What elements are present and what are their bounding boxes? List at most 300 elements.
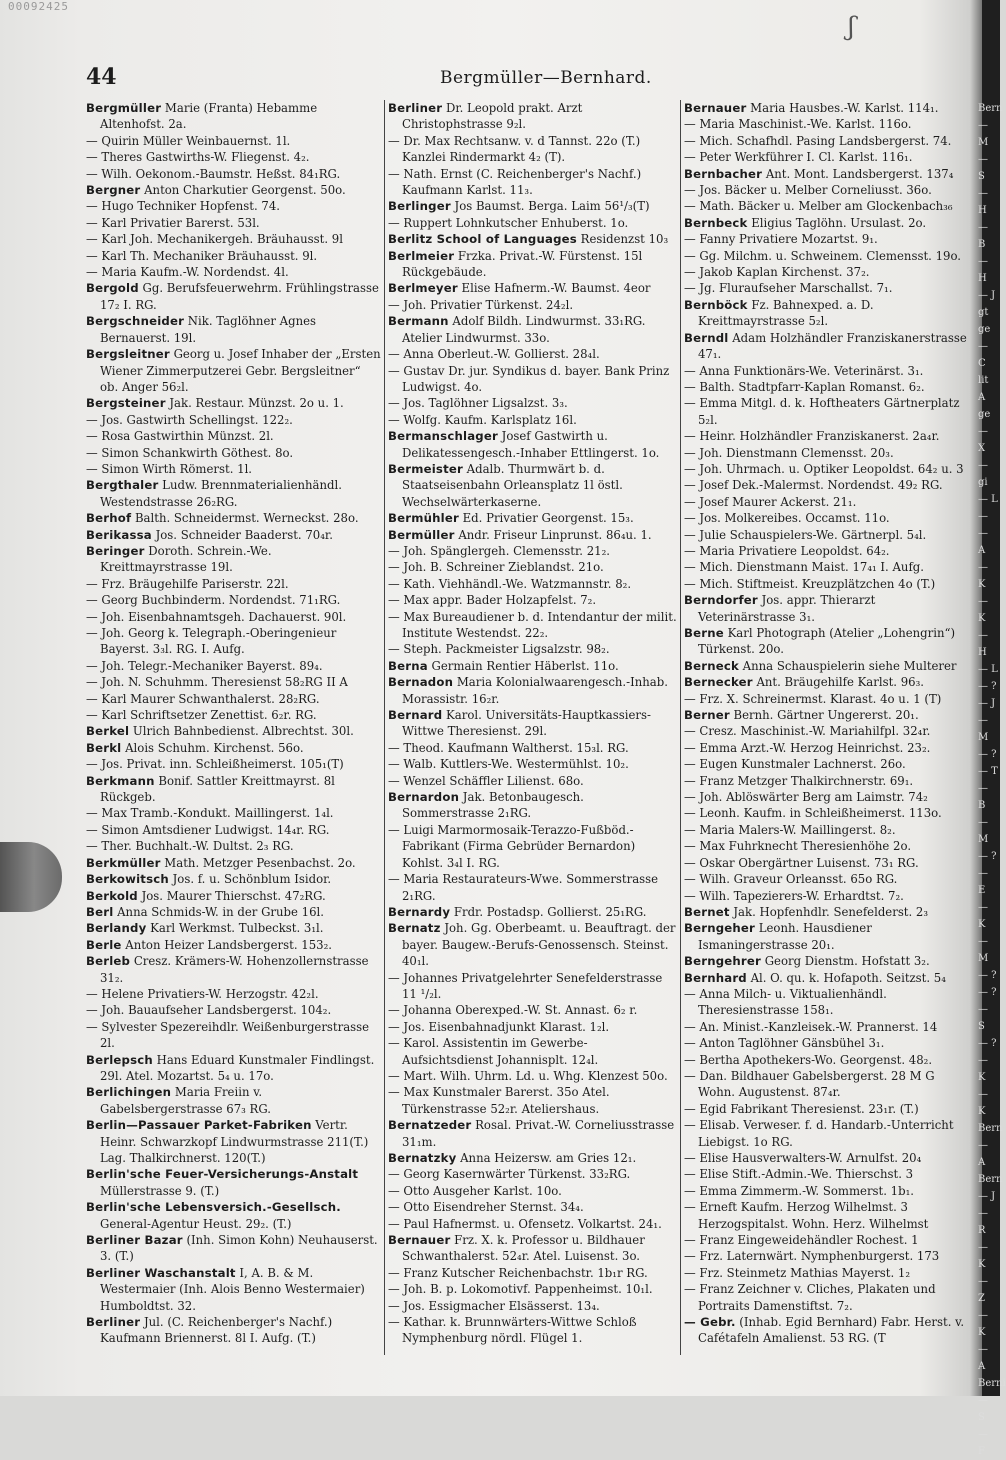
directory-entry xyxy=(388,198,678,214)
directory-entry xyxy=(388,674,678,707)
entry-text: Elise Hafnerm.-W. Baumst. 4eor xyxy=(457,281,651,296)
entry-surname: Bernatzky xyxy=(388,1151,457,1165)
entry-text: Anton Charkutier Georgenst. 50o. xyxy=(140,183,346,198)
entry-text: Frz. X. k. Professor u. Bildhauer Schwanthalerst. 52₄r. Atel. Luisenst. 3o. xyxy=(402,1233,645,1264)
directory-entry xyxy=(388,740,678,756)
directory-entry xyxy=(684,1232,974,1248)
entry-text: — Karl Maurer Schwanthalerst. 28₂RG. xyxy=(86,691,320,706)
directory-entry xyxy=(388,592,678,608)
directory-entry xyxy=(388,428,678,461)
entry-text: — Theres Gastwirths-W. Fliegenst. 4₂. xyxy=(86,150,310,165)
directory-entry xyxy=(86,1232,382,1265)
directory-entry xyxy=(388,871,678,904)
entry-text: — Joh. B. p. Lokomotivf. Pappenheimst. 10₁l. xyxy=(388,1282,653,1297)
margin-fragment: — S xyxy=(978,154,988,182)
directory-entry xyxy=(388,1084,678,1117)
entry-surname: Berleb xyxy=(86,954,131,969)
entry-text: Dr. Leopold prakt. Arzt Christophstrasse 9₂l. xyxy=(402,101,583,132)
directory-entry xyxy=(86,740,382,756)
entry-text: — Joh. Georg k. Telegraph.-Oberingenieur Bayerst. 3₃l. RG. I. Aufg. xyxy=(86,626,337,657)
entry-text: Ed. Privatier Georgenst. 15₃. xyxy=(458,511,634,526)
directory-entry xyxy=(684,477,974,493)
entry-text: — Jg. Fluraufseher Marschallst. 7₁. xyxy=(684,281,893,296)
entry-text: Karol. Universitäts-Hauptkassiers-Wittwe Theresienst. 29l. xyxy=(402,708,651,739)
directory-entry xyxy=(684,740,974,756)
entry-text: — Quirin Müller Weinbauernst. 1l. xyxy=(86,133,291,148)
margin-fragment: — K xyxy=(978,562,988,590)
entry-text: — Maria Malers-W. Maillingerst. 8₂. xyxy=(684,822,896,837)
entry-text: — Max Kunstmaler Barerst. 35o Atel. Türkenstrasse 52₂r. Ateliershaus. xyxy=(388,1085,610,1116)
directory-entry xyxy=(684,658,974,674)
directory-entry xyxy=(86,822,382,838)
entry-text: — Dr. Max Rechtsanw. v. d Tannst. 22o (T.) Kanzlei Rindermarkt 4₂ (T). xyxy=(388,133,641,165)
entry-surname: Bergsteiner xyxy=(86,396,166,411)
entry-text: — Karl Joh. Mechanikergeh. Bräuhausst. 9l xyxy=(86,232,343,247)
directory-entry xyxy=(86,346,382,395)
margin-fragment: — J xyxy=(978,698,996,709)
entry-text: Müllerstrasse 9. (T.) xyxy=(100,1183,220,1198)
entry-text: — Mich. Dienstmann Maist. 17₄₁ I. Aufg. xyxy=(684,560,924,575)
directory-entry xyxy=(388,133,678,166)
directory-entry xyxy=(86,280,382,313)
entry-text: Georg u. Josef Inhaber der „Ersten Wiener Zimmerputzerei Gebr. Bergsleitner“ ob. Anger 56₂l. xyxy=(100,347,381,394)
entry-text: — Nath. Ernst (C. Reichenberger's Nachf.) Kaufmann Karlst. 11₃. xyxy=(388,166,642,198)
margin-fragment: — E xyxy=(978,868,988,896)
entry-text: — Karol. Assistentin im Gewerbe-Aufsichtsdienst Johannisplt. 12₄l. xyxy=(388,1036,599,1067)
margin-fragment: Bern xyxy=(978,1123,1003,1134)
column-1 xyxy=(86,100,382,1347)
entry-text: — Joh. Uhrmach. u. Optiker Leopoldst. 64₂ u. 3 xyxy=(684,461,964,476)
entry-surname: Bernadon xyxy=(388,675,454,690)
directory-entry xyxy=(388,904,678,920)
directory-entry xyxy=(388,970,678,1003)
directory-entry xyxy=(684,363,974,379)
entry-text: — Joh. Telegr.-Mechaniker Bayerst. 89₄. xyxy=(86,658,323,673)
entry-text: — Elise Hausverwalters-W. Arnulfst. 20₄ xyxy=(684,1151,922,1165)
entry-text: Rosal. Privat.-W. Corneliusstrasse 31₁m. xyxy=(402,1118,675,1149)
directory-entry xyxy=(86,953,382,986)
directory-entry xyxy=(388,231,678,247)
margin-fragment: — F xyxy=(978,1429,988,1457)
margin-fragment: — K xyxy=(978,1310,988,1338)
entry-text: Jos. f. u. Schönblum Isidor. xyxy=(168,872,332,887)
entry-text: — Balth. Stadtpfarr-Kaplan Romanst. 6₂. xyxy=(684,379,925,394)
entry-text: — Max Tramb.-Kondukt. Maillingerst. 1₄l. xyxy=(86,806,334,821)
entry-text: — Wenzel Schäffler Lilienst. 68o. xyxy=(388,773,584,788)
directory-entry xyxy=(684,297,974,330)
entry-text: Karl Werkmst. Tulbeckst. 3₁l. xyxy=(146,921,324,936)
entry-text: — Emma Arzt.-W. Herzog Heinrichst. 23₂. xyxy=(684,740,931,755)
entry-text: — Heinr. Holzhändler Franziskanerst. 2a₄r. xyxy=(684,429,940,444)
entry-text: Frzka. Privat.-W. Fürstenst. 15l Rückgebäude. xyxy=(402,248,643,280)
directory-entry xyxy=(684,182,974,198)
directory-entry xyxy=(684,592,974,625)
directory-entry xyxy=(86,707,382,723)
entry-text: Anna Schmids-W. in der Grube 16l. xyxy=(113,904,324,919)
entry-text: — Joh. Spänglergeh. Clemensstr. 21₂. xyxy=(388,543,610,558)
entry-surname: Bermann xyxy=(388,314,449,329)
directory-entry xyxy=(388,100,678,133)
directory-entry xyxy=(684,1101,974,1117)
margin-fragment: — ? xyxy=(978,970,997,981)
entry-text: — Joh. Bauaufseher Landsbergerst. 104₂. xyxy=(86,1003,332,1018)
directory-entry xyxy=(86,756,382,772)
column-rule xyxy=(384,100,385,1355)
entry-surname: Berliner xyxy=(388,101,443,115)
entry-text: — Erneft Kaufm. Herzog Wilhelmst. 3 Herzogspitalst. Wohn. Herz. Wilhelmst xyxy=(684,1200,929,1231)
entry-text: — Ruppert Lohnkutscher Enhuberst. 1o. xyxy=(388,215,629,230)
entry-text: — Egid Fabrikant Theresienst. 23₁r. (T.) xyxy=(684,1101,919,1116)
entry-surname: Berndl xyxy=(684,330,729,345)
directory-entry xyxy=(684,855,974,871)
directory-entry xyxy=(684,1052,974,1068)
directory-entry xyxy=(86,166,382,182)
directory-entry xyxy=(684,1199,974,1232)
entry-text: Ant. Bräugehilfe Karlst. 96₃. xyxy=(752,675,924,690)
directory-entry xyxy=(388,641,678,657)
margin-fragment: — S xyxy=(978,1004,988,1032)
margin-fragment: — R xyxy=(978,1208,988,1236)
entry-text: — Mich. Schafhdl. Pasing Landsbergerst. 74. xyxy=(684,133,952,148)
directory-entry xyxy=(86,871,382,887)
directory-entry xyxy=(388,658,678,674)
directory-entry xyxy=(388,543,678,559)
page-number: 44 xyxy=(86,64,117,90)
entry-text: Vertr. Heinr. Schwarzkopf Lindwurmstrasse 211(T.) Lag. Thalkirchnerst. 120(T.) xyxy=(100,1118,369,1165)
directory-entry xyxy=(388,1298,678,1314)
entry-text: — Maria Restaurateurs-Wwe. Sommerstrasse 2₁RG. xyxy=(388,872,659,903)
directory-entry xyxy=(684,428,974,444)
entry-text: — Joh. Privatier Türkenst. 24₂l. xyxy=(388,297,574,312)
directory-entry xyxy=(684,559,974,575)
entry-surname: Berkl xyxy=(86,740,122,755)
entry-text: — Luigi Marmormosaik-Terazzo-Fußböd.-Fabrikant (Firma Gebrüder Bernardon) Kohlst. 3₄l I. RG. xyxy=(388,822,636,870)
directory-entry xyxy=(388,707,678,740)
entry-surname: Bernböck xyxy=(684,297,748,312)
entry-text: — Jos. Gastwirth Schellingst. 122₂. xyxy=(86,412,293,427)
directory-entry xyxy=(684,231,974,247)
binder-clip xyxy=(0,842,62,912)
entry-text: — Otto Ausgeher Karlst. 10o. xyxy=(388,1183,562,1198)
entry-text: — Jos. Bäcker u. Melber Corneliusst. 36o. xyxy=(684,183,932,198)
directory-entry xyxy=(86,838,382,854)
entry-surname: Berngehrer xyxy=(684,954,761,969)
entry-surname: Berner xyxy=(684,708,730,723)
directory-entry xyxy=(388,248,678,281)
entry-text: Karl Photograph (Atelier „Lohengrin“) Türkenst. 20o. xyxy=(698,626,956,657)
directory-entry xyxy=(684,494,974,510)
entry-surname: Berngeher xyxy=(684,921,756,936)
entry-text: Leonh. Hausdiener Ismaningerstrasse 20₁. xyxy=(698,921,872,952)
entry-text: — Paul Hafnermst. u. Ofensetz. Volkartst. 24₁. xyxy=(388,1216,662,1231)
entry-text: — Wolfg. Kaufm. Karlsplatz 16l. xyxy=(388,412,577,427)
entry-text: — Peter Werkführer I. Cl. Karlst. 116₁. xyxy=(684,150,913,165)
entry-text: — Leonh. Kaufm. in Schleißheimerst. 113o. xyxy=(684,806,942,821)
margin-fragment: Bern xyxy=(978,1174,1003,1185)
entry-text: — Max Bureaudiener b. d. Intendantur der milit. Institute Westendst. 22₂. xyxy=(388,609,677,640)
margin-fragment: — K xyxy=(978,902,988,930)
entry-text: — Karl Th. Mechaniker Bräuhausst. 9l. xyxy=(86,248,318,263)
entry-text: — Maria Privatiere Leopoldst. 64₂. xyxy=(684,543,890,558)
directory-entry xyxy=(684,264,974,280)
entry-text: Residenzst 10₃ xyxy=(576,232,669,247)
directory-entry xyxy=(684,1117,974,1150)
margin-fragment: — B xyxy=(978,222,988,250)
entry-surname: Beringer xyxy=(86,543,145,558)
entry-text: Math. Metzger Pesenbachst. 2o. xyxy=(160,855,356,870)
directory-entry xyxy=(388,510,678,526)
adjacent-page-margin xyxy=(978,100,1006,1460)
directory-entry xyxy=(684,1248,974,1264)
entry-surname: Berle xyxy=(86,937,122,952)
entry-text: — Emma Mitgl. d. k. Hoftheaters Gärtnerplatz 5₂l. xyxy=(684,396,960,427)
entry-text: Maria Freiin v. Gabelsbergerstrasse 67₃ RG. xyxy=(100,1085,271,1116)
entry-text: — Simon Wirth Römerst. 1l. xyxy=(86,461,253,476)
entry-text: — Johannes Privatgelehrter Senefelderstrasse 11 ¹/₂l. xyxy=(388,970,663,1001)
directory-entry xyxy=(684,510,974,526)
entry-text: — Kath. Viehhändl.-We. Watzmannstr. 8₂. xyxy=(388,576,632,591)
directory-entry xyxy=(86,937,382,953)
ink-mark: ʃ xyxy=(845,11,858,43)
directory-entry xyxy=(684,723,974,739)
directory-entry xyxy=(86,149,382,165)
directory-entry xyxy=(388,280,678,296)
directory-entry xyxy=(86,510,382,526)
entry-text: General-Agentur Heust. 29₂. (T.) xyxy=(100,1216,292,1231)
directory-entry xyxy=(684,1068,974,1101)
entry-text: — Sylvester Spezereihdlr. Weißenburgerstrasse 2l. xyxy=(86,1019,370,1051)
directory-entry xyxy=(388,1068,678,1084)
entry-text: — Anton Taglöhner Gänsbühel 3₁. xyxy=(684,1036,885,1051)
directory-entry xyxy=(388,1019,678,1035)
margin-fragment: — K xyxy=(978,1242,988,1270)
entry-text: Adolf Bildh. Lindwurmst. 33₁RG. Atelier Lindwurmst. 33o. xyxy=(402,314,646,345)
entry-text: Andr. Friseur Linprunst. 86₄u. 1. xyxy=(454,527,652,542)
entry-text: Hans Eduard Kunstmaler Findlingst. 29l. Atel. Mozartst. 5₄ u. 17o. xyxy=(100,1052,375,1083)
directory-entry xyxy=(86,1166,382,1199)
entry-text: — Frz. X. Schreinermst. Klarast. 4o u. 1 (T) xyxy=(684,691,942,706)
entry-text: — Theod. Kaufmann Waltherst. 15₃l. RG. xyxy=(388,740,629,755)
margin-fragment: — M xyxy=(978,715,989,743)
entry-text: — Max Fuhrknecht Theresienhöhe 2o. xyxy=(684,839,912,854)
margin-fragment: — xyxy=(978,511,988,522)
entry-surname: Berlandy xyxy=(86,921,147,936)
entry-surname: Berkmann xyxy=(86,773,155,788)
directory-entry xyxy=(86,428,382,444)
margin-fragment: — S xyxy=(978,1395,988,1423)
margin-fragment: Berni xyxy=(978,1378,1006,1389)
entry-text: — Eugen Kunstmaler Lachnerst. 26o. xyxy=(684,757,906,772)
entry-text: Jos Baumst. Berga. Laim 56¹/₃(T) xyxy=(450,199,650,214)
margin-fragment: — H xyxy=(978,630,988,658)
directory-entry xyxy=(86,1199,382,1232)
column-2 xyxy=(388,100,678,1347)
directory-entry xyxy=(684,1314,974,1347)
entry-text: — Jos. Molkereibes. Occamst. 11o. xyxy=(684,511,890,526)
directory-entry xyxy=(684,215,974,231)
directory-entry xyxy=(684,116,974,132)
margin-fragment: gi xyxy=(978,477,988,488)
entry-text: — Mart. Wilh. Uhrm. Ld. u. Whg. Klenzest 50o. xyxy=(388,1068,668,1083)
margin-fragment: — H xyxy=(978,256,988,284)
margin-fragment: — M xyxy=(978,120,989,148)
entry-text: Bonif. Sattler Kreittmayrst. 8l Rückgeb. xyxy=(100,773,335,805)
entry-text: — Simon Schankwirth Göthest. 8o. xyxy=(86,445,294,460)
directory-entry xyxy=(86,445,382,461)
entry-text: Georg Dienstm. Hofstatt 3₂. xyxy=(761,954,930,969)
directory-entry xyxy=(388,756,678,772)
entry-text: — Jakob Kaplan Kirchenst. 37₂. xyxy=(684,265,870,280)
directory-entry xyxy=(86,888,382,904)
directory-entry xyxy=(684,789,974,805)
directory-entry xyxy=(388,363,678,396)
entry-text: — Jos. Privat. inn. Schleißheimerst. 105₁(T) xyxy=(86,757,344,772)
directory-entry xyxy=(86,855,382,871)
entry-text: — Karl Privatier Barerst. 53l. xyxy=(86,215,260,230)
entry-text: Ant. Mont. Landsbergerst. 137₄ xyxy=(762,166,954,181)
entry-text: — Franz Kutscher Reichenbachstr. 1b₁r RG. xyxy=(388,1265,648,1280)
entry-surname: Berlin'sche Feuer-Versicherungs-Anstalt xyxy=(86,1167,359,1182)
entry-text: Frdr. Postadsp. Gollierst. 25₁RG. xyxy=(450,904,647,919)
directory-entry xyxy=(86,461,382,477)
entry-text: Joh. Gg. Oberbeamt. u. Beauftragt. der bayer. Baugew.-Berufs-Genossensch. Steinst. 40₁l. xyxy=(402,921,676,969)
entry-text: Nik. Taglöhner Agnes Bernauerst. 19l. xyxy=(100,314,317,345)
directory-entry xyxy=(684,461,974,477)
margin-fragment: — ? xyxy=(978,851,997,862)
directory-entry xyxy=(86,231,382,247)
entry-text: Anna Schauspielerin siehe Multerer xyxy=(738,658,957,673)
directory-entry xyxy=(86,592,382,608)
directory-entry xyxy=(388,1183,678,1199)
directory-entry xyxy=(388,1265,678,1281)
directory-entry xyxy=(86,904,382,920)
directory-entry xyxy=(684,1035,974,1051)
entry-text: — Frz. Laternwärt. Nymphenburgerst. 173 xyxy=(684,1249,940,1264)
directory-entry xyxy=(86,1019,382,1052)
entry-text: — Wilh. Tapezierers-W. Erhardtst. 7₂. xyxy=(684,888,904,903)
margin-fragment: — ? xyxy=(978,987,997,998)
entry-text: Ulrich Bahnbedienst. Albrechtst. 30l. xyxy=(129,724,354,739)
entry-text: Gg. Berufsfeuerwehrm. Frühlingstrasse 17₂ I. RG. xyxy=(100,281,379,312)
entry-surname: Berlmeier xyxy=(388,248,455,263)
directory-entry xyxy=(684,330,974,363)
entry-surname: Bernardy xyxy=(388,904,451,919)
entry-surname: Bernard xyxy=(388,708,443,723)
directory-entry xyxy=(684,1166,974,1182)
entry-surname: Bernatzeder xyxy=(388,1118,472,1133)
entry-surname: Bergschneider xyxy=(86,314,185,329)
entry-text: — Joh. Dienstmann Clemensst. 20₃. xyxy=(684,445,894,460)
directory-entry xyxy=(86,723,382,739)
directory-entry xyxy=(86,609,382,625)
entry-text: — Dan. Bildhauer Gabelsbergerst. 28 M G Wohn. Augustenst. 87₄r. xyxy=(684,1068,935,1100)
directory-entry xyxy=(388,297,678,313)
directory-entry xyxy=(684,1281,974,1314)
directory-entry xyxy=(684,822,974,838)
entry-text: — Otto Eisendreher Sternst. 34₄. xyxy=(388,1200,584,1215)
directory-entry xyxy=(684,838,974,854)
directory-entry xyxy=(684,970,974,986)
entry-text: Jak. Hopfenhdlr. Senefelderst. 2₃ xyxy=(729,904,929,919)
entry-surname: Bernhard xyxy=(684,970,747,985)
entry-surname: Bermüller xyxy=(388,527,455,542)
directory-entry xyxy=(86,182,382,198)
directory-entry xyxy=(86,1117,382,1166)
directory-entry xyxy=(684,280,974,296)
entry-text: — Jos. Eisenbahnadjunkt Klarast. 1₂l. xyxy=(388,1019,610,1034)
margin-fragment: lit xyxy=(978,375,989,386)
directory-entry xyxy=(684,445,974,461)
entry-text: Maria Hausbes.-W. Karlst. 114₁. xyxy=(746,101,939,115)
directory-entry xyxy=(86,248,382,264)
entry-surname: Bernardon xyxy=(388,790,460,805)
scan-id: 00092425 xyxy=(8,0,69,13)
entry-text: Jak. Restaur. Münzst. 2o u. 1. xyxy=(165,396,344,411)
entry-surname: Bernauer xyxy=(388,1233,451,1248)
entry-text: — Walb. Kuttlers-We. Westermühlst. 10₂. xyxy=(388,757,629,772)
entry-text: — Joh. B. Schreiner Zieblandst. 21o. xyxy=(388,560,604,575)
directory-entry xyxy=(86,198,382,214)
directory-entry xyxy=(684,576,974,592)
entry-text: (Inh. Simon Kohn) Neuhauserst. 3. (T.) xyxy=(100,1233,378,1264)
margin-fragment: — L xyxy=(978,494,998,505)
directory-entry xyxy=(388,1166,678,1182)
entry-text: — Joh. N. Schuhmm. Theresienst 58₂RG II A xyxy=(86,675,348,690)
margin-fragment: — J xyxy=(978,290,996,301)
directory-entry xyxy=(388,1150,678,1166)
entry-text: — Jos. Taglöhner Ligsalzst. 3₃. xyxy=(388,396,568,411)
entry-surname: Bergthaler xyxy=(86,478,159,493)
directory-entry xyxy=(86,674,382,690)
directory-entry xyxy=(388,461,678,510)
margin-fragment: — K xyxy=(978,1089,988,1117)
directory-entry xyxy=(684,674,974,690)
directory-entry xyxy=(684,871,974,887)
entry-text: Maria Kolonialwaarengesch.-Inhab. Morassistr. 16₂r. xyxy=(402,675,668,706)
entry-surname: Bermühler xyxy=(388,511,459,526)
entry-text: Germain Rentier Häberlst. 11o. xyxy=(427,658,619,673)
entry-text: — Steph. Packmeister Ligsalzstr. 98₂. xyxy=(388,642,610,657)
directory-entry xyxy=(684,986,974,1019)
directory-entry xyxy=(388,527,678,543)
directory-entry xyxy=(86,100,382,133)
margin-fragment: — B xyxy=(978,783,988,811)
entry-text: — Elisab. Verweser. f. d. Handarb.-Unterricht Liebigst. 1o RG. xyxy=(684,1118,954,1149)
entry-text: — Emma Zimmerm.-W. Sommerst. 1b₁. xyxy=(684,1183,914,1198)
margin-fragment: — A xyxy=(978,1140,988,1168)
entry-surname: Berndorfer xyxy=(684,593,758,608)
entry-text: — Georg Kasernwärter Türkenst. 33₂RG. xyxy=(388,1167,631,1182)
directory-entry xyxy=(388,1199,678,1215)
entry-text: — Cresz. Maschinist.-W. Mariahilfpl. 32₄r. xyxy=(684,724,931,739)
entry-text: Anton Heizer Landsbergerst. 153₂. xyxy=(121,937,332,952)
entry-text: — Kathar. k. Brunnwärters-Wittwe Schloß Nymphenburg nördl. Flügel 1. xyxy=(388,1315,637,1346)
entry-text: Alois Schuhm. Kirchenst. 56o. xyxy=(121,740,304,755)
entry-text: — Joh. Eisenbahnamtsgeh. Dachauerst. 90l. xyxy=(86,609,347,624)
directory-entry xyxy=(388,395,678,411)
directory-entry xyxy=(684,1183,974,1199)
directory-entry xyxy=(86,313,382,346)
directory-entry xyxy=(388,1117,678,1150)
entry-text: Adalb. Thurmwärt b. d. Staatseisenbahn Orleansplatz 1l östl. Wechselwärterkaserne. xyxy=(402,461,623,509)
directory-entry xyxy=(684,625,974,658)
entry-surname: Berliner Waschanstalt xyxy=(86,1265,236,1280)
entry-text: Jul. (C. Reichenberger's Nachf.) Kaufmann Briennerst. 8l I. Aufg. (T.) xyxy=(100,1315,333,1346)
margin-fragment: gt xyxy=(978,307,989,318)
directory-entry xyxy=(388,166,678,199)
directory-entry xyxy=(684,149,974,165)
directory-entry xyxy=(388,576,678,592)
